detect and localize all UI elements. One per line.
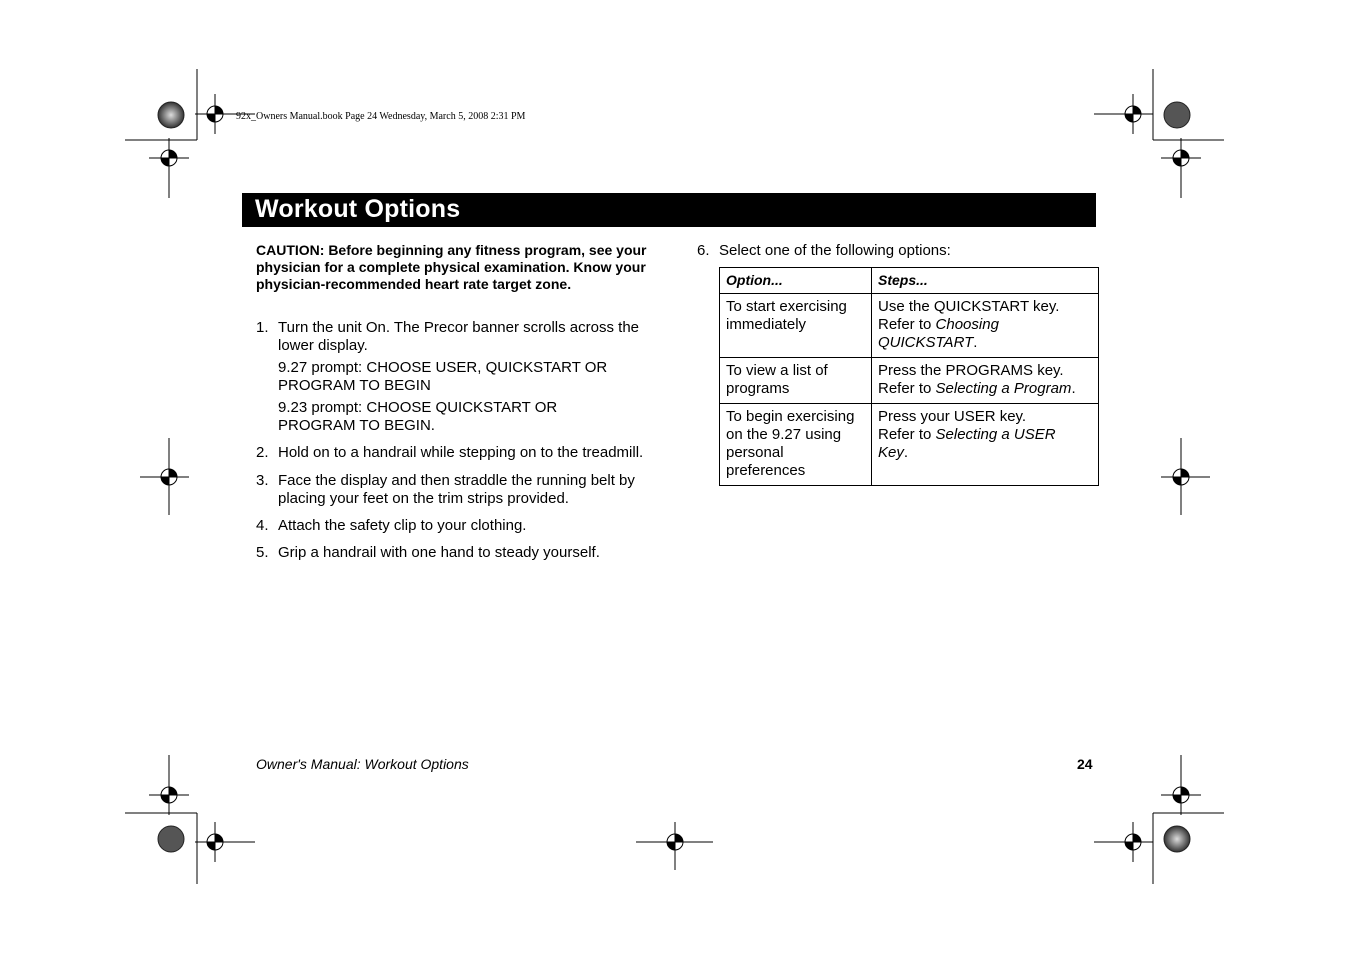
book-slug: 92x_Owners Manual.book Page 24 Wednesday, March 5, 2008 2:31 PM bbox=[236, 111, 526, 122]
column-header-steps: Steps... bbox=[872, 268, 1099, 294]
table-row bbox=[720, 358, 1099, 404]
options-table bbox=[719, 267, 1099, 486]
section-banner bbox=[242, 193, 1096, 227]
table-row bbox=[720, 404, 1099, 486]
prompt-923: 9.23 prompt: CHOOSE QUICKSTART OR PROGRAM TO BEGIN. bbox=[278, 399, 558, 434]
prompt-927: 9.27 prompt: CHOOSE USER, QUICKSTART OR PROGRAM TO BEGIN bbox=[278, 359, 608, 394]
option-cell: To begin exercising on the 9.27 using personal preferences bbox=[720, 404, 872, 486]
page-number: 24 bbox=[1077, 756, 1093, 772]
table-row bbox=[720, 294, 1099, 358]
steps-cell: Press the PROGRAMS key. Refer to Selecting a Program. bbox=[872, 358, 1099, 404]
column-header-option: Option... bbox=[720, 268, 872, 294]
option-cell: To view a list of programs bbox=[720, 358, 872, 404]
steps-cell: Press your USER key. Refer to Selecting a USER Key. bbox=[872, 404, 1099, 486]
page-title: Workout Options bbox=[255, 195, 461, 223]
steps-cell: Use the QUICKSTART key. Refer to Choosing QUICKSTART. bbox=[872, 294, 1099, 358]
table-header-row bbox=[720, 268, 1099, 294]
option-cell: To start exercising immediately bbox=[720, 294, 872, 358]
caution-note: CAUTION: Before beginning any fitness program, see your physician for a complete physical examination. Know your physician-recommended heart rate target zone. bbox=[256, 242, 647, 292]
footer-title: Owner's Manual: Workout Options bbox=[256, 756, 469, 772]
